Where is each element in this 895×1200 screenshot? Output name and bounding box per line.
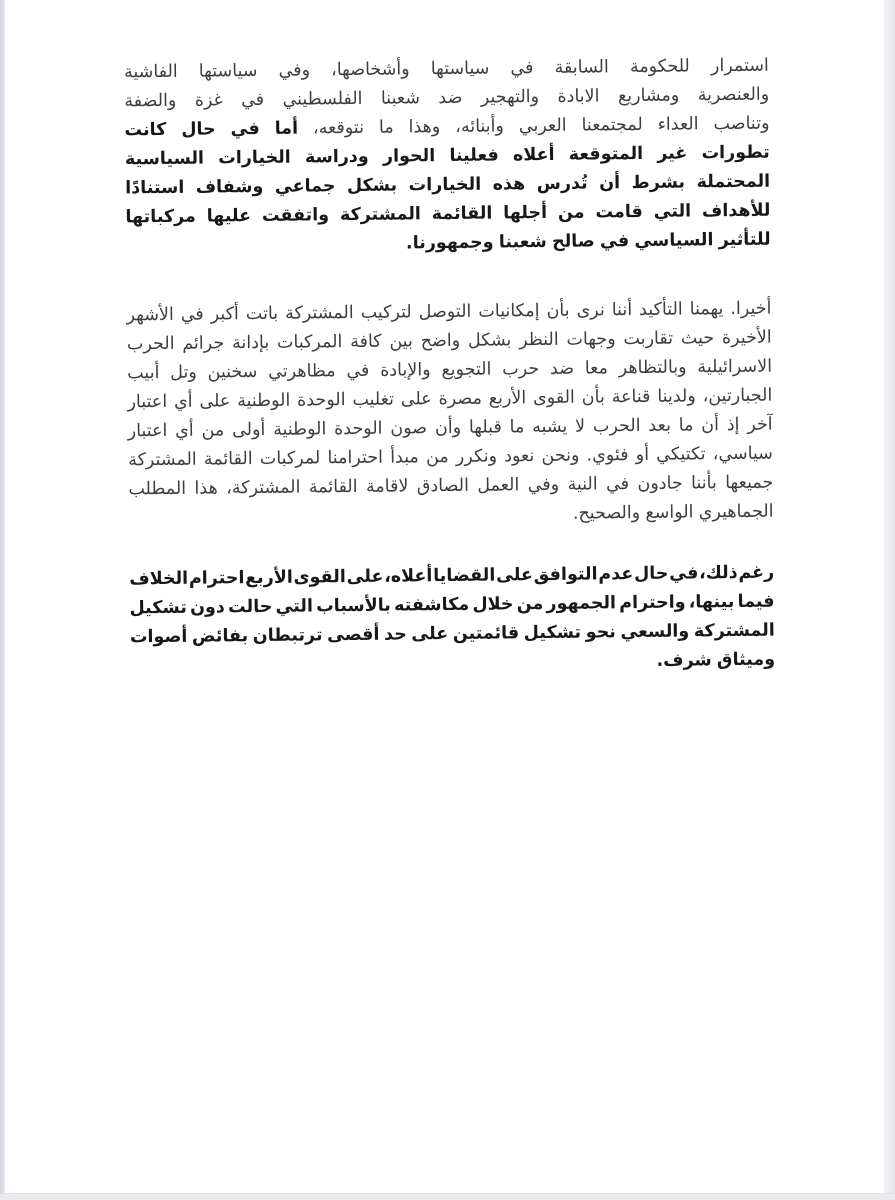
word: القائمة [308, 476, 358, 498]
word: بإدانة [231, 332, 270, 354]
word: أبيب [127, 363, 160, 384]
word: على [495, 565, 533, 586]
paragraph-1 [124, 52, 771, 262]
word: الأشهر [126, 304, 174, 326]
word: حالت [227, 596, 273, 618]
word: يهمنا [689, 299, 724, 320]
word: أصوات [129, 626, 188, 648]
word: والتهجير [480, 87, 540, 108]
word: نحو [585, 622, 616, 643]
word: الخيارات [408, 174, 482, 196]
word: على [400, 389, 432, 410]
word: والضفة [124, 90, 177, 112]
word: واتفقت [261, 205, 330, 226]
word: مركباتها [125, 206, 196, 228]
word: ضد [549, 358, 575, 379]
word: من [425, 447, 449, 468]
word: الاسرائيلية [697, 356, 773, 378]
word: الوطنية [237, 390, 291, 412]
word: الوطنية [273, 419, 327, 440]
word: حد [383, 624, 407, 645]
word: أقصى [326, 624, 380, 646]
word: تغليب [352, 389, 395, 411]
word: دون [189, 597, 225, 618]
word: المشتركة [284, 303, 354, 324]
word: السياسية [124, 148, 205, 170]
word: العداء [657, 114, 699, 135]
word: لاقامة [365, 476, 409, 497]
word: ترتبطان [252, 625, 323, 647]
word: الواسع [645, 502, 694, 523]
word: فيما [737, 591, 775, 612]
word: استمرار [710, 55, 769, 77]
word: أعلاه [512, 144, 555, 166]
word: وشفاف [195, 176, 264, 198]
word: التوصل [418, 301, 472, 323]
word: تشكيل [523, 622, 582, 644]
word: بأن [546, 300, 570, 321]
word: واحترام [619, 592, 686, 614]
word: في [346, 360, 370, 382]
word: ما [678, 415, 694, 436]
word: بشكل [346, 175, 398, 197]
word: كانت [124, 119, 167, 141]
word: وبالتظاهر [618, 357, 687, 379]
word: تشكيل [129, 597, 187, 619]
word: فئوي. [586, 445, 629, 466]
word: استنادًا [125, 177, 185, 199]
word: التي [275, 596, 314, 617]
word: ضد [438, 87, 463, 109]
word: الجبارتين، [702, 385, 773, 407]
word: والعنصرية [697, 84, 770, 106]
word: في [599, 231, 630, 252]
word: المركبات [276, 332, 343, 353]
word: جادون [637, 473, 683, 495]
word: عدم [598, 564, 634, 585]
word: المتوقعة [568, 143, 644, 165]
word: أما [274, 118, 299, 139]
word: الحوار [382, 146, 436, 167]
word: أكبر [210, 304, 239, 325]
word: المشتركة [128, 449, 197, 471]
page-right-edge-shadow [884, 0, 895, 1200]
word: فعلينا [449, 145, 499, 166]
page-bottom-edge-shadow [0, 1193, 895, 1200]
word: تطورات [701, 142, 770, 164]
word: وأبنائه، [455, 116, 505, 137]
word: قامت [595, 201, 643, 223]
word: قبلها [468, 417, 502, 438]
word: وجهات [566, 329, 616, 350]
word: أي [173, 391, 193, 412]
word: ما [509, 417, 525, 438]
word: النية [567, 474, 598, 495]
word: السياسي [634, 230, 714, 252]
word: واضح [420, 330, 461, 352]
word: مكاشفته [393, 594, 470, 616]
word: أعلاه، [384, 566, 433, 587]
word: التجويع [441, 359, 492, 381]
word: حيث [680, 328, 715, 349]
word: جرائم [182, 333, 225, 354]
word: أننا [611, 300, 633, 321]
word: بين [389, 331, 413, 352]
word: جميعها [725, 472, 774, 494]
word: المطلب [128, 478, 187, 500]
word: مظاهرتي [268, 361, 336, 382]
word: شرف. [656, 650, 712, 671]
word: مبدأ [390, 447, 419, 468]
word: القائمة [203, 449, 253, 470]
word: أولى [231, 419, 266, 441]
word: آخر [747, 414, 773, 435]
word: وجمهورنا. [405, 232, 494, 254]
word: قناعة [611, 386, 651, 408]
word: تُدرس [536, 173, 588, 195]
word: من [201, 420, 225, 441]
word: التوافق [533, 564, 598, 586]
word: في [669, 563, 699, 584]
document-text [124, 52, 775, 682]
word: نرى [576, 300, 605, 321]
word: والسعي [620, 621, 690, 643]
page-left-edge-shadow [0, 0, 5, 1200]
word: التي [653, 201, 692, 222]
word: في [605, 474, 630, 495]
word: غزة [194, 90, 223, 111]
word: للحكومة [629, 56, 690, 78]
word: أن [701, 415, 720, 436]
word: صالح [551, 231, 595, 252]
word: الحرب [592, 416, 641, 437]
word: ومشاريع [617, 85, 680, 107]
word: قائمتين [452, 623, 520, 644]
word: إمكانيات [478, 301, 540, 322]
word: في [230, 118, 260, 140]
word: تقاربت [623, 328, 674, 350]
word: سياستها [198, 60, 258, 82]
word: السابقة [554, 57, 609, 78]
word: الوحدة [333, 418, 383, 440]
word: وأشخاصها، [331, 59, 410, 81]
word: الوحدة [297, 390, 346, 411]
word: الفلسطيني [282, 88, 363, 110]
paragraph-3 [129, 559, 775, 682]
word: المحتملة [696, 171, 771, 193]
word: أجلها [503, 202, 548, 224]
word: المشتركة [693, 620, 775, 642]
word: على [411, 624, 449, 645]
word: هذا [194, 478, 218, 499]
word: باتت [245, 303, 279, 325]
word: الجماهيري [698, 501, 774, 523]
word: على [346, 566, 384, 588]
word: حال [181, 119, 216, 140]
word: لتركيب [360, 302, 412, 323]
word: في [241, 89, 265, 111]
word: القوى [532, 387, 575, 409]
word: القضايا [433, 565, 496, 587]
word: وتناصب [713, 113, 770, 135]
word: في [180, 304, 204, 325]
word: لمركبات [259, 448, 321, 469]
word: اعتبار [127, 420, 168, 442]
word: على [199, 391, 231, 412]
word: صون [390, 418, 428, 439]
word: ذلك، [699, 562, 738, 584]
word: مصرة [438, 388, 482, 410]
word: نعود [504, 446, 535, 467]
word: ولدينا [657, 386, 696, 407]
word: بالأسباب [316, 595, 391, 617]
word: احترام [188, 568, 245, 589]
word: حال [633, 563, 669, 585]
word: والإبادة [380, 360, 431, 381]
word: الأربع [488, 388, 527, 409]
word: يشبه [532, 416, 568, 438]
word: لا [575, 416, 586, 437]
word: تكتيكي [656, 444, 706, 465]
word: معا [584, 358, 609, 379]
word: الصادق [416, 475, 469, 497]
word: وهذا [408, 117, 441, 138]
word: سخنين [207, 362, 258, 383]
word: إذ [726, 414, 740, 436]
text-line [128, 498, 773, 534]
word: شعبنا [380, 88, 421, 109]
word: بشكل [467, 330, 512, 351]
word: جماعي [274, 176, 336, 197]
word: الأخيرة [721, 327, 772, 349]
word: ونكرر [455, 446, 498, 467]
word: الأربع [245, 567, 293, 589]
word: نتوقعه، [312, 117, 365, 139]
word: بعد [648, 415, 671, 436]
word: حرب [502, 359, 540, 380]
word: بينها، [688, 592, 735, 613]
word: التأكيد [639, 299, 683, 321]
word: خلال [472, 594, 514, 615]
word: وميثاق [716, 649, 776, 671]
word: الابادة [557, 86, 600, 107]
word: العربي [518, 115, 567, 137]
word: بشرط [631, 172, 686, 194]
word: المشتركة، [226, 477, 301, 499]
word: احترامنا [327, 447, 384, 469]
word: من [557, 202, 585, 223]
word: أو [635, 444, 650, 466]
word: سياستها [430, 58, 490, 80]
word: كافة [350, 331, 382, 353]
word: بفائض [191, 626, 249, 647]
word: أخيرا. [730, 298, 772, 320]
word: من [516, 594, 544, 615]
word: ونحن [541, 445, 580, 467]
word: وفي [527, 474, 560, 496]
word: وفي [278, 60, 311, 81]
word: غير [657, 143, 688, 164]
word: ودراسة [304, 146, 369, 168]
word: رغم [738, 562, 775, 583]
word: النظر [519, 329, 559, 351]
word: سياسي، [712, 443, 774, 465]
word: للتأثير [718, 229, 771, 251]
word: بأننا [690, 473, 717, 494]
word: وتل [170, 362, 197, 383]
word: الفاشية [123, 61, 178, 83]
word: الجمهور [546, 593, 617, 614]
word: للأهداف [701, 200, 771, 222]
word: أي [175, 420, 194, 441]
paragraph-2 [126, 295, 773, 534]
word: أن [599, 173, 621, 194]
word: في [510, 58, 534, 79]
word: اعتبار [127, 391, 168, 413]
word: لمجتمعنا [581, 114, 643, 136]
word: بأن [581, 387, 605, 408]
word: هذه [492, 174, 526, 195]
word: العمل [477, 475, 520, 496]
word: عليها [206, 206, 252, 227]
word: الخلاف [129, 568, 189, 590]
word: الخيارات [218, 147, 291, 169]
word: الحرب [126, 333, 175, 355]
word: ما [378, 117, 394, 138]
word: القائمة [431, 203, 493, 225]
word: وأن [434, 417, 462, 439]
word: المشتركة [339, 204, 421, 226]
word: والصحيح. [572, 503, 641, 524]
word: القوى [293, 567, 346, 588]
word: شعبنا [498, 231, 547, 253]
